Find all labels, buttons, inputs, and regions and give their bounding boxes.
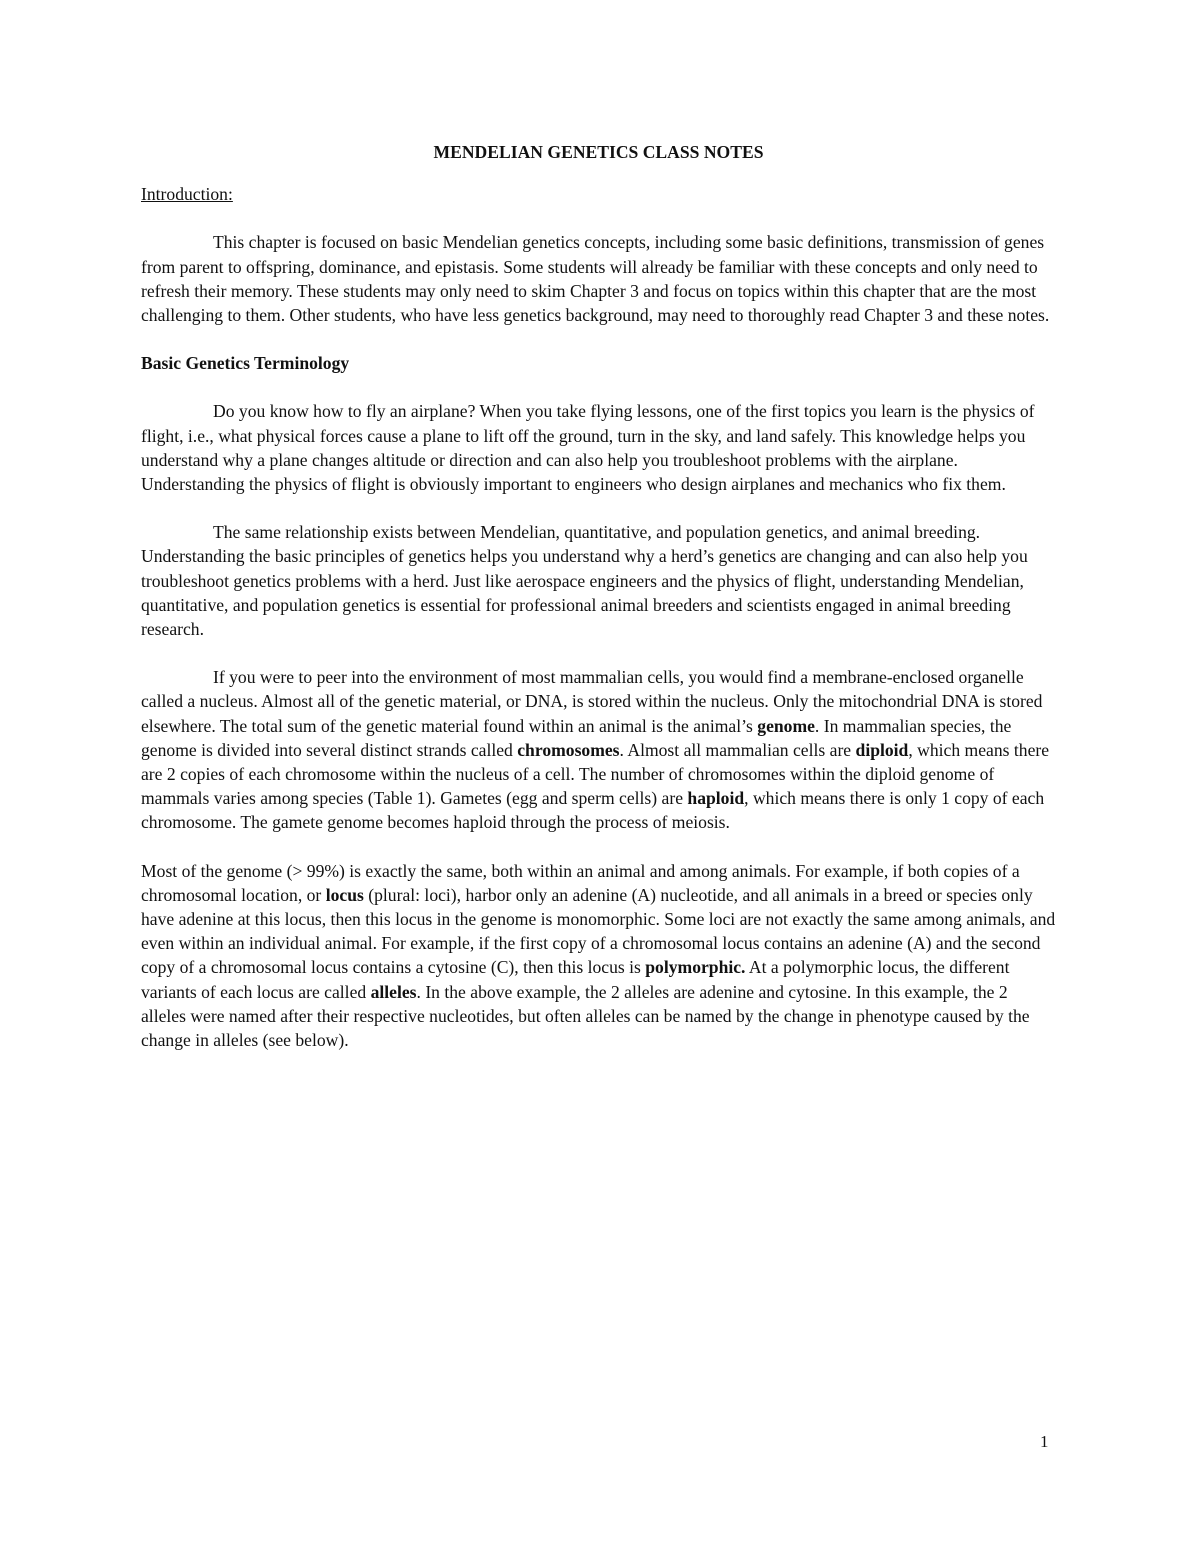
term-alleles: alleles (370, 981, 417, 1002)
document-body (141, 140, 1056, 1076)
loci-text-4: . In the above example, the 2 alleles are adenine and cytosine. In this example, the 2 alleles were named after their respective nucleotides, but often alleles can be named by the change in phenotype caused by the change in alleles (see below). (141, 981, 1030, 1051)
cells-text-1: If you were to peer into the environment of most mammalian cells, you would find a membrane-enclosed organelle called a nucleus. Almost all of the genetic material, or DNA, is stored within the nucleus. Only the mitochondrial DNA is stored elsewhere. The total sum of the genetic material found within an animal is the animal’s (141, 667, 1043, 736)
cells-text-4: , which means there are 2 copies of each chromosome within the nucleus of a cell. The number of chromosomes within the diploid genome of mammals varies among species (Table 1). Gametes (egg and sperm cells) are (141, 739, 1050, 809)
loci-text-1: Most of the genome (> 99%) is exactly the same, both within an animal and among animals. For example, if both copies of a chromosomal location, or (141, 860, 1020, 905)
cells-text-5: , which means there is only 1 copy of each chromosome. The gamete genome becomes haploid through the process of meiosis. (141, 788, 1045, 833)
term-haploid: haploid (687, 788, 745, 809)
term-polymorphic: polymorphic. (645, 957, 746, 978)
paragraph-introduction: This chapter is focused on basic Mendelian genetics concepts, including some basic definitions, transmission of genes from parent to offspring, dominance, and epistasis. Some students will already be familiar with these concepts and only need to refresh their memory. These students may only need to skim Chapter 3 and focus on topics within this chapter that are the most challenging to them. Other students, who have less genetics background, may need to thoroughly read Chapter 3 and these notes. (141, 232, 1050, 326)
loci-text-3: At a polymorphic locus, the different variants of each locus are called (141, 957, 1010, 1002)
paragraph-loci (141, 859, 1056, 1053)
term-chromosomes: chromosomes (517, 739, 620, 760)
term-diploid: diploid (855, 739, 909, 760)
cells-text-3: . Almost all mammalian cells are (619, 739, 856, 760)
document-title: MENDELIAN GENETICS CLASS NOTES (433, 142, 764, 162)
page-number: 1 (1040, 1432, 1049, 1451)
cells-text-2: . In mammalian species, the genome is divided into several distinct strands called (141, 715, 1012, 760)
paragraph-airplane: Do you know how to fly an airplane? When you take flying lessons, one of the first topics you learn is the physics of flight, i.e., what physical forces cause a plane to lift off the ground, turn in the sky, and land safely. This knowledge helps you understand why a plane changes altitude or direction and can also help you troubleshoot problems with the airplane. Understanding the physics of flight is obviously important to engineers who design airplanes and mechanics who fix them. (141, 401, 1035, 495)
term-genome: genome (757, 715, 815, 736)
paragraph-cells (141, 665, 1056, 834)
introduction-label: Introduction: (141, 184, 233, 205)
loci-text-2: (plural: loci), harbor only an adenine (A) nucleotide, and all animals in a breed or species only have adenine at this locus, then this locus in the genome is monomorphic. Some loci are not exactly the same among animals, and even within an individual animal. For example, if the first copy of a chromosomal locus contains an adenine (A) and the second copy of a chromosomal locus contains a cytosine (C), then this locus is (141, 884, 1056, 978)
term-locus: locus (325, 884, 364, 905)
section-heading-basic-genetics-terminology: Basic Genetics Terminology (141, 353, 350, 374)
paragraph-relationship: The same relationship exists between Mendelian, quantitative, and population genetics, and animal breeding. Understanding the basic principles of genetics helps you understand why a herd’s genetics are changing and can also help you troubleshoot genetics problems with a herd. Just like aerospace engineers and the physics of flight, understanding Mendelian, quantitative, and population genetics is essential for professional animal breeders and scientists engaged in animal breeding research. (141, 522, 1028, 640)
